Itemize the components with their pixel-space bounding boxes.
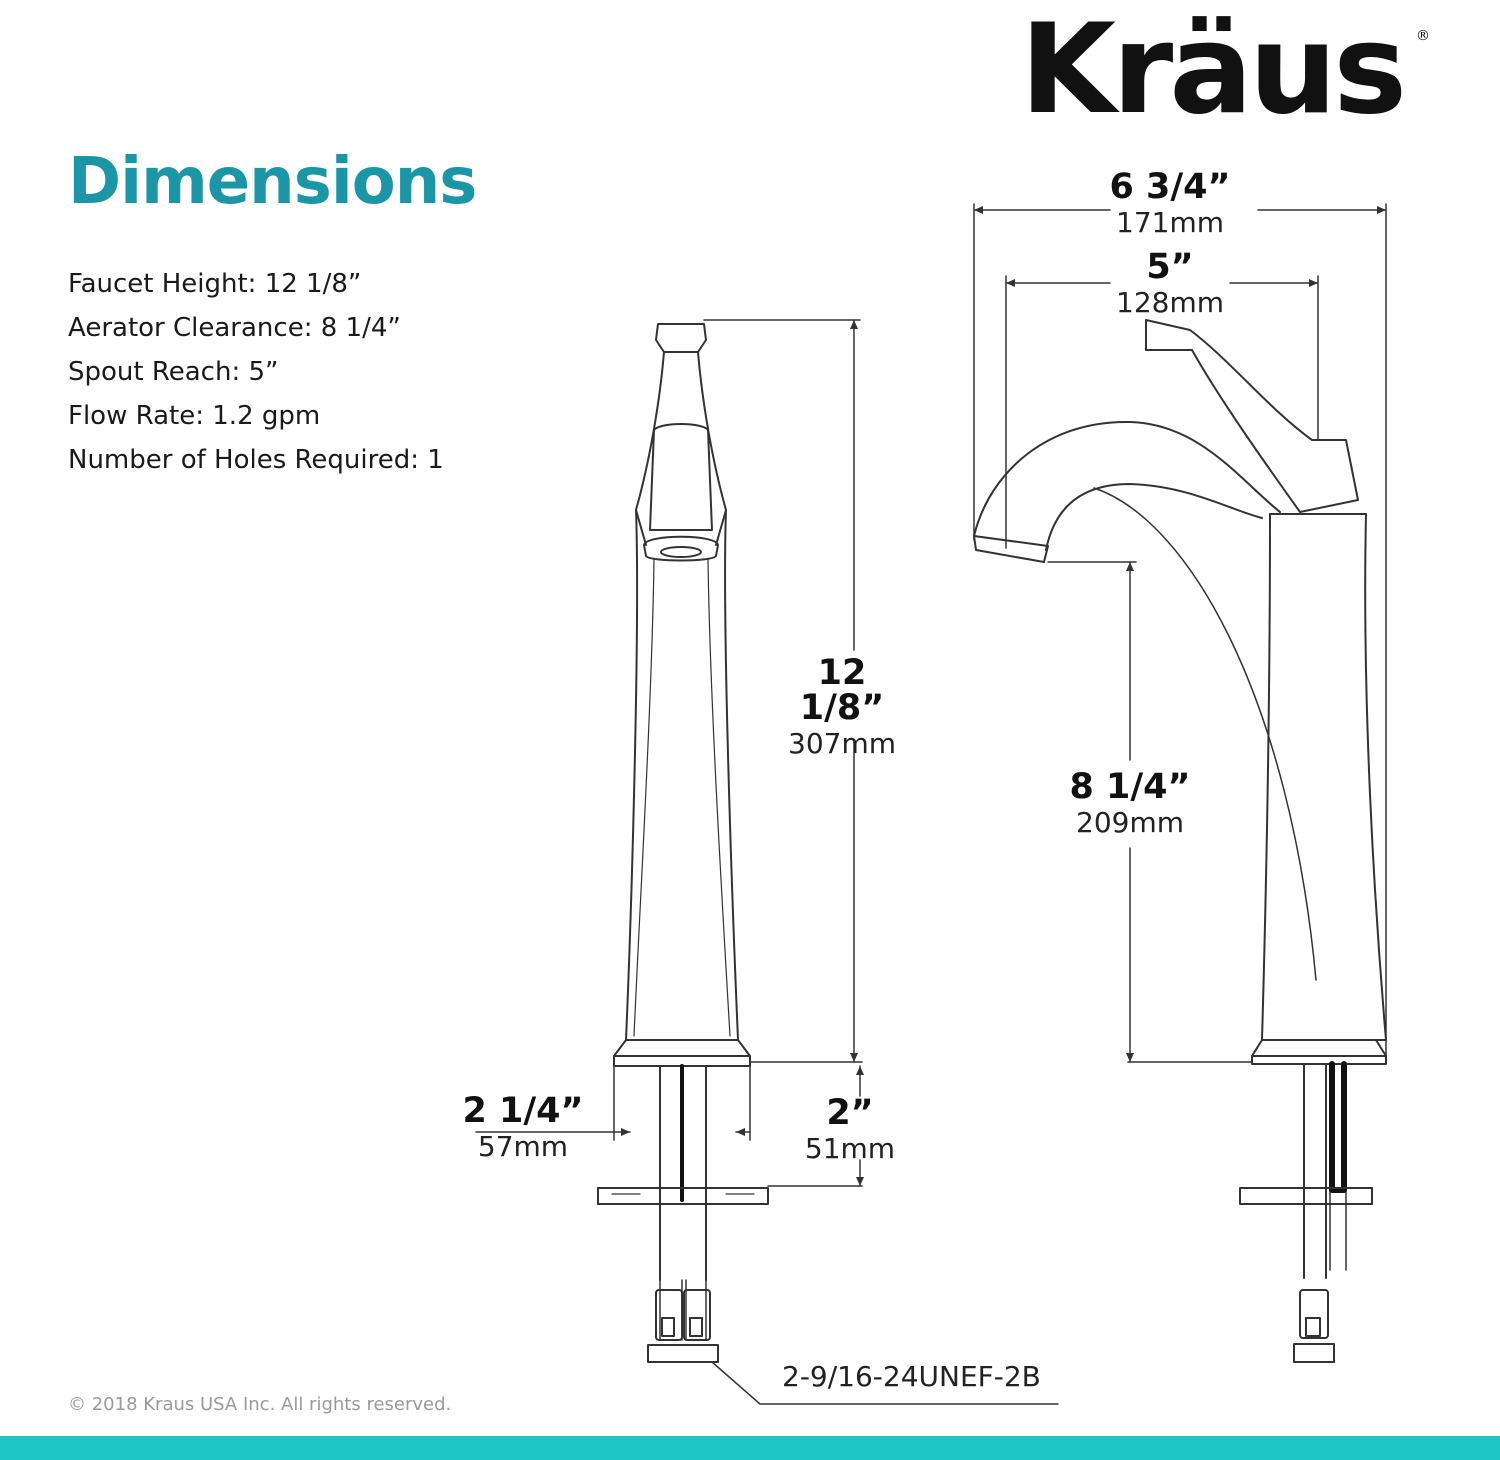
dim-spout-reach-mm: 128mm bbox=[1116, 286, 1224, 319]
dim-faucet-height-mm: 307mm bbox=[788, 727, 896, 760]
spec-faucet-height: Faucet Height: 12 1/8” bbox=[68, 269, 362, 299]
registered-mark: ® bbox=[1416, 28, 1430, 44]
footer-accent-bar bbox=[0, 1436, 1500, 1460]
dim-base-width bbox=[458, 1091, 588, 1163]
dim-base-height bbox=[800, 1093, 900, 1165]
page-title: Dimensions bbox=[68, 145, 477, 219]
dim-aerator-clearance bbox=[1060, 767, 1200, 839]
copyright-text: © 2018 Kraus USA Inc. All rights reserved. bbox=[68, 1394, 452, 1415]
dim-base-height-mm: 51mm bbox=[804, 1132, 896, 1165]
dim-base-width-in: 2 1/4” bbox=[462, 1091, 584, 1131]
dim-overall-width bbox=[1100, 167, 1240, 239]
thread-spec-label: 2-9/16-24UNEF-2B bbox=[782, 1360, 1041, 1393]
spec-aerator-clearance: Aerator Clearance: 8 1/4” bbox=[68, 313, 401, 343]
dim-aerator-clearance-mm: 209mm bbox=[1076, 806, 1184, 839]
dim-spout-reach-in: 5” bbox=[1146, 247, 1194, 287]
dim-faucet-height bbox=[772, 653, 912, 760]
dim-base-height-in: 2” bbox=[826, 1093, 874, 1133]
dim-spout-reach bbox=[1100, 247, 1240, 319]
dim-overall-width-in: 6 3/4” bbox=[1109, 167, 1231, 207]
front-view-faucet bbox=[598, 324, 768, 1362]
brand-logo: Kräus bbox=[1020, 0, 1403, 142]
spec-holes-required: Number of Holes Required: 1 bbox=[68, 445, 444, 475]
dim-aerator-clearance-in: 8 1/4” bbox=[1069, 767, 1191, 807]
dim-overall-width-mm: 171mm bbox=[1116, 206, 1224, 239]
dim-faucet-height-in: 12 1/8” bbox=[799, 653, 885, 728]
side-view-faucet bbox=[974, 320, 1386, 1362]
spec-spout-reach: Spout Reach: 5” bbox=[68, 357, 279, 387]
spec-list bbox=[68, 262, 444, 482]
spec-flow-rate: Flow Rate: 1.2 gpm bbox=[68, 401, 321, 431]
dim-base-width-mm: 57mm bbox=[477, 1130, 569, 1163]
